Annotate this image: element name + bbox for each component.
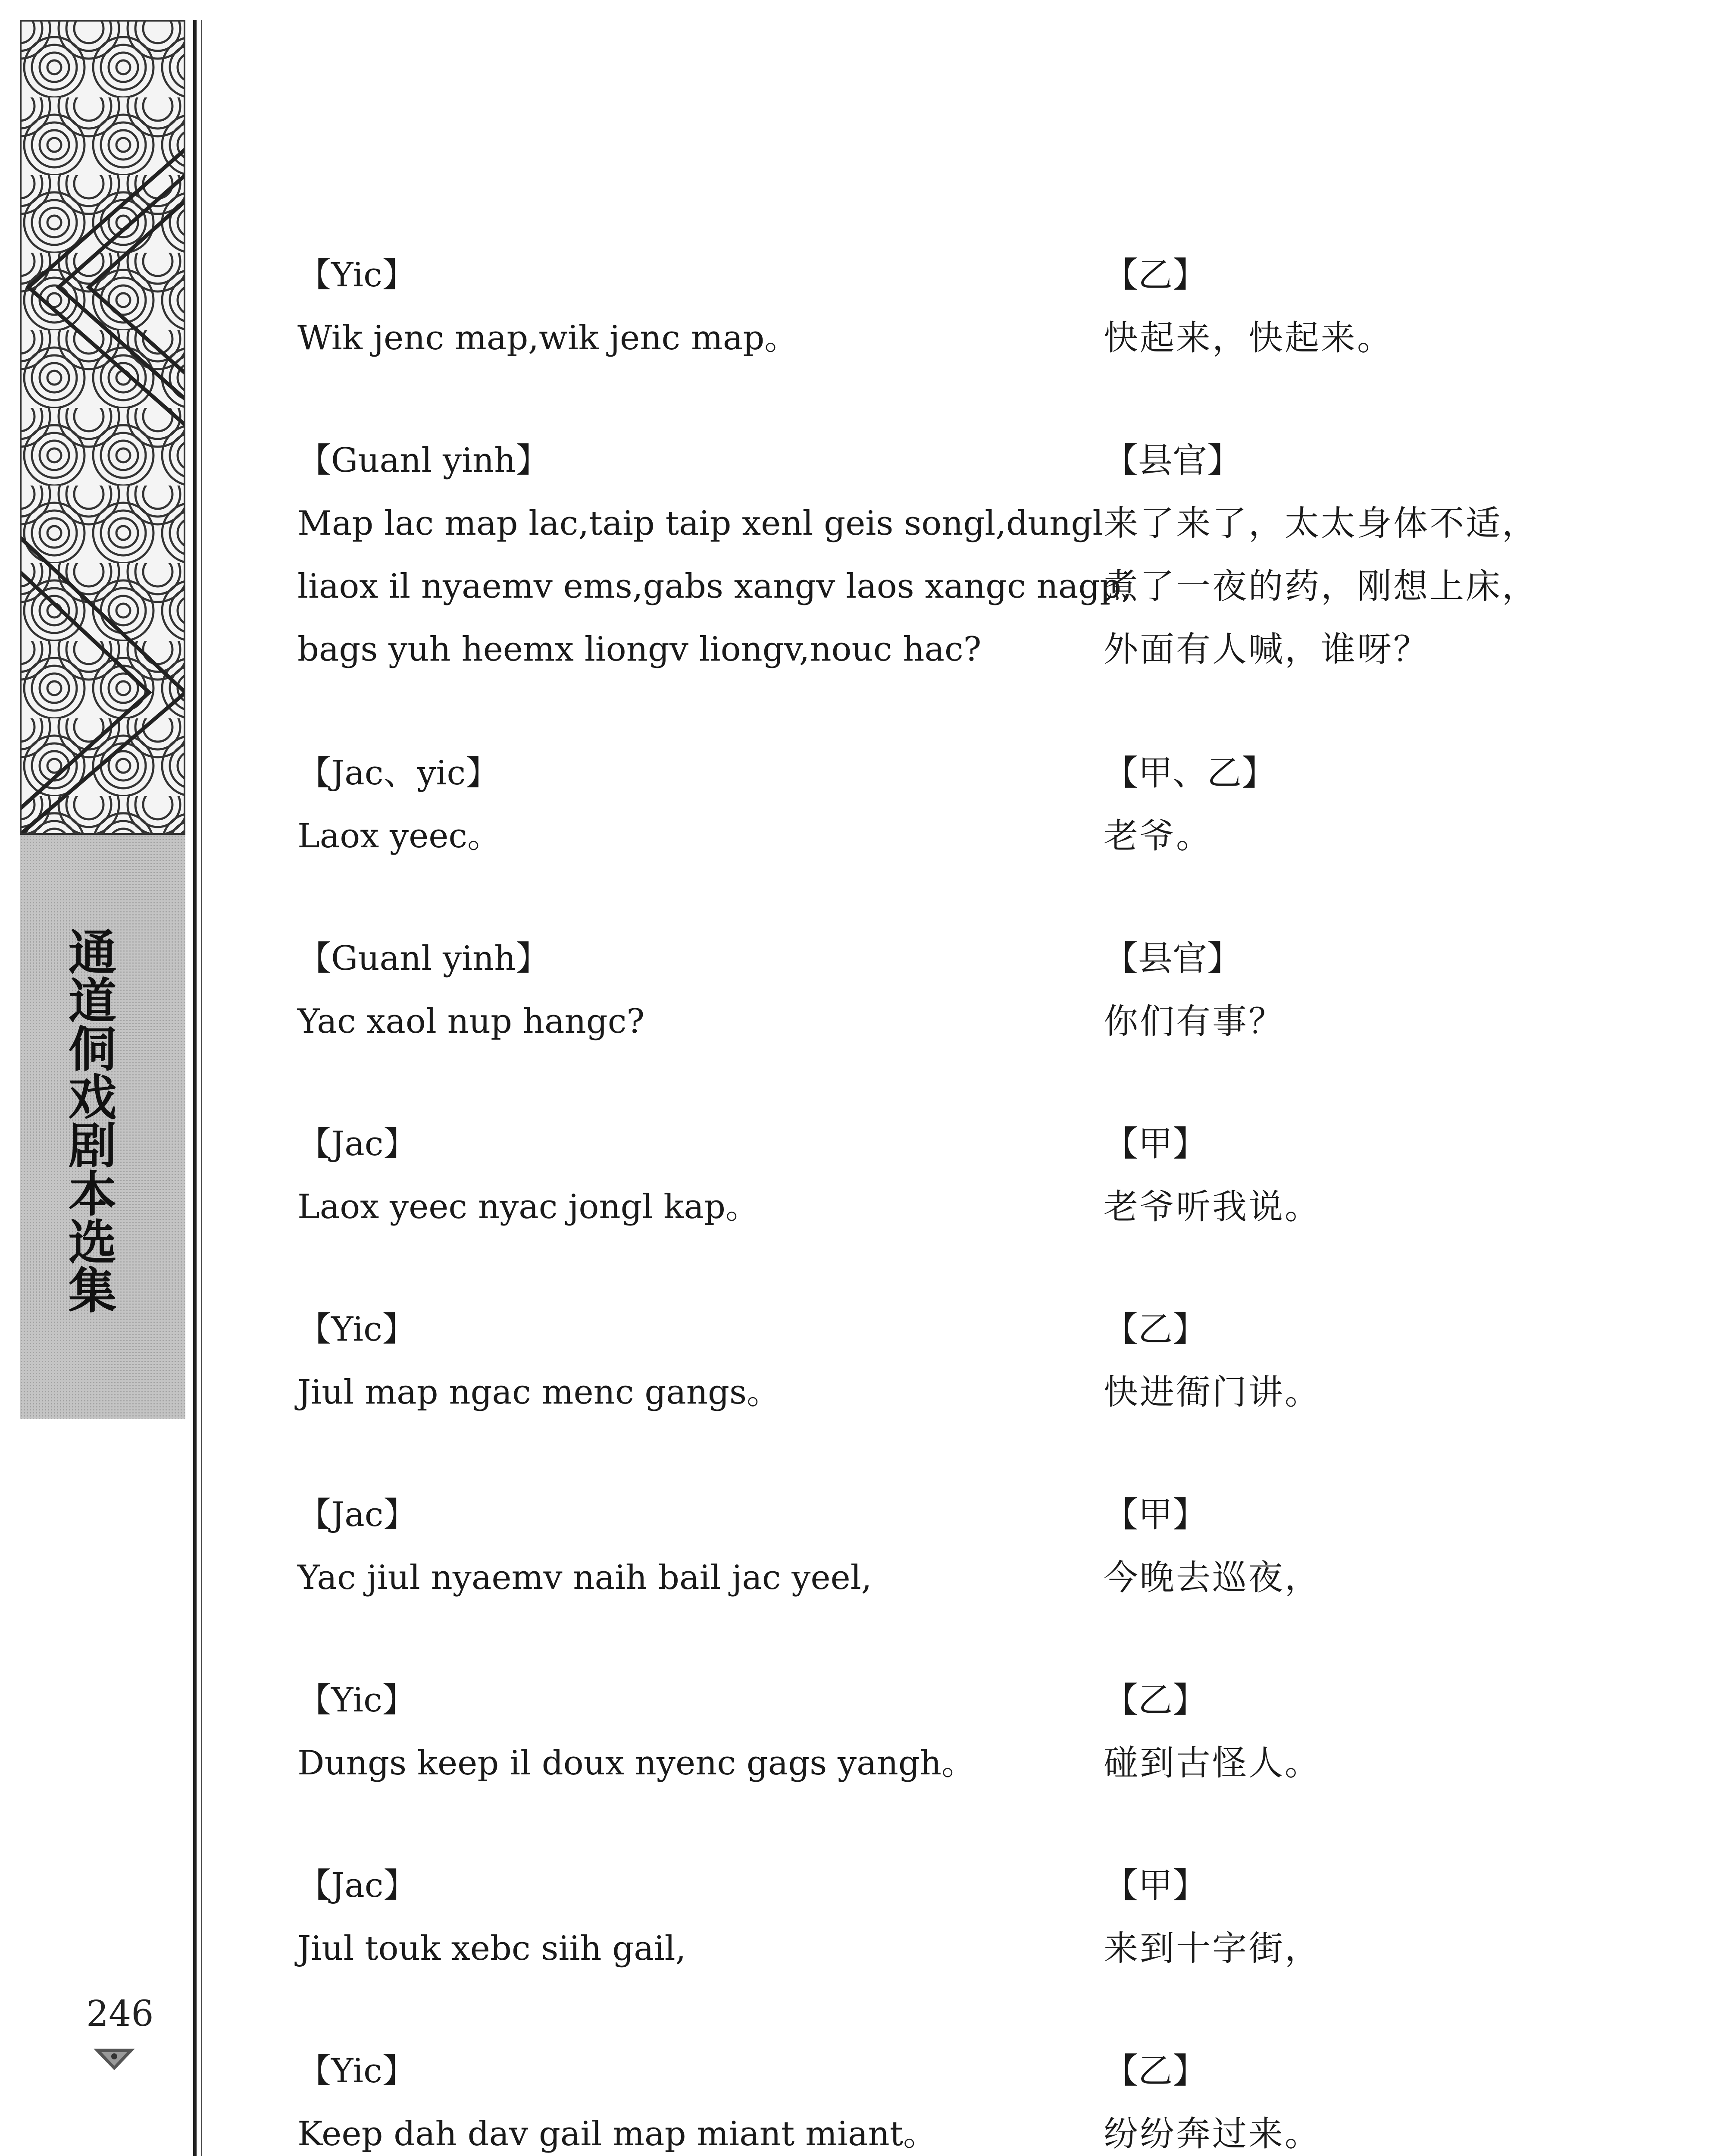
speaker-dong: 【Yic】: [297, 2052, 416, 2090]
speaker-zh: 【甲】: [1104, 1124, 1207, 1164]
dong-line: Map lac map lac,taip taip xenl geis songl,dungl: [297, 504, 1104, 543]
zh-line: 纷纷奔过来。: [1104, 2114, 1321, 2154]
speaker-dong: 【Yic】: [297, 1681, 416, 1720]
dong-line: Keep dah dav gail map miant miant。: [297, 2115, 937, 2153]
zh-line: 来了来了，太太身体不适，: [1104, 503, 1538, 543]
speaker-dong: 【Guanl yinh】: [297, 939, 550, 978]
speaker-dong: 【Jac、yic】: [297, 754, 500, 793]
dong-line: liaox il nyaemv ems,gabs xangv laos xangc nagp,: [297, 567, 1132, 606]
speaker-zh: 【甲】: [1104, 1865, 1207, 1905]
speaker-dong: 【Guanl yinh】: [297, 441, 550, 480]
zh-line: 快进衙门讲。: [1104, 1372, 1321, 1412]
speaker-zh: 【县官】: [1104, 938, 1242, 978]
dong-line: Yac jiul nyaemv naih bail jac yeel,: [297, 1558, 872, 1597]
zh-line: 今晚去巡夜，: [1104, 1557, 1321, 1598]
zh-line: 来到十字街，: [1104, 1928, 1321, 1968]
speaker-dong: 【Yic】: [297, 1310, 416, 1349]
speaker-zh: 【甲】: [1104, 1495, 1207, 1535]
zh-line: 老爷。: [1104, 816, 1212, 856]
dong-line: Jiul map ngac menc gangs。: [297, 1373, 780, 1412]
zh-line: 你们有事？: [1104, 1001, 1285, 1041]
dong-line: Dungs keep il doux nyenc gags yangh。: [297, 1744, 975, 1783]
dong-line: Laox yeec。: [297, 817, 501, 856]
speaker-zh: 【县官】: [1104, 440, 1242, 480]
zh-line: 快起来，快起来。: [1104, 318, 1393, 358]
speaker-zh: 【乙】: [1104, 1309, 1207, 1349]
zh-line: 碰到古怪人。: [1104, 1743, 1321, 1783]
book-title: 通道侗戏剧本选集: [60, 927, 116, 1313]
page-number: 246: [86, 1993, 154, 2034]
speaker-zh: 【甲、乙】: [1104, 753, 1276, 793]
speaker-zh: 【乙】: [1104, 1680, 1207, 1720]
speaker-zh: 【乙】: [1104, 255, 1207, 295]
dong-line: Wik jenc map,wik jenc map。: [297, 319, 798, 357]
dong-line: Laox yeec nyac jongl kap。: [297, 1188, 759, 1226]
speaker-dong: 【Jac】: [297, 1495, 417, 1534]
zh-line: 外面有人喊，谁呀？: [1104, 629, 1429, 669]
speaker-dong: 【Jac】: [297, 1866, 417, 1905]
dong-line: bags yuh heemx liongv liongv,nouc hac?: [297, 630, 982, 669]
speaker-zh: 【乙】: [1104, 2051, 1207, 2091]
speaker-dong: 【Yic】: [297, 256, 416, 295]
dong-line: Jiul touk xebc siih gail,: [297, 1929, 686, 1968]
dong-line: Yac xaol nup hangc?: [297, 1002, 645, 1041]
zh-line: 老爷听我说。: [1104, 1187, 1321, 1227]
zh-line: 煮了一夜的药，刚想上床，: [1104, 566, 1538, 606]
speaker-dong: 【Jac】: [297, 1125, 417, 1163]
